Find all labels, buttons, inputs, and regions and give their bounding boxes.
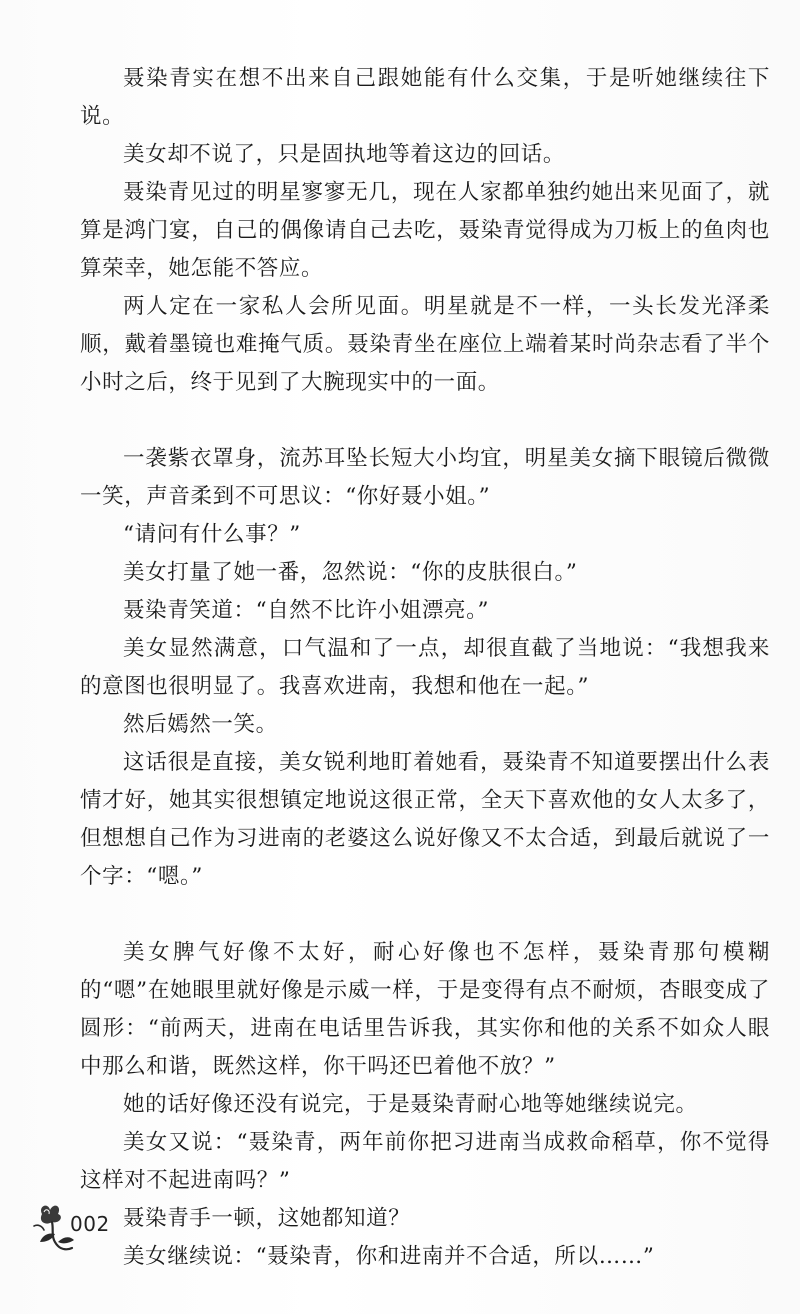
paragraph: 美女又说：“聂染青，两年前你把习进南当成救命稻草，你不觉得这样对不起进南吗？” — [80, 1130, 770, 1193]
paragraph: 她的话好像还没有说完，于是聂染青耐心地等她继续说完。 — [123, 1092, 698, 1117]
paragraph: 这话很是直接，美女锐利地盯着她看，聂染青不知道要摆出什么表情才好，她其实很想镇定地说这很正常，全天下喜欢他的女人太多了，但想想自己作为习进南的老婆这么说好像又不太合适，到最后就说了一个字：“嗯。” — [80, 750, 770, 889]
paragraph: 聂染青手一顿，这她都知道？ — [123, 1206, 411, 1231]
paragraph: 一袭紫衣罩身，流苏耳坠长短大小均宜，明星美女摘下眼镜后微微一笑，声音柔到不可思议：“你好聂小姐。” — [80, 446, 770, 509]
paragraph: 聂染青笑道：“自然不比许小姐漂亮。” — [123, 598, 490, 623]
paragraph: 美女继续说：“聂染青，你和进南并不合适，所以……” — [123, 1244, 655, 1269]
page-number: 002 — [70, 1212, 110, 1236]
paragraph: 聂染青实在想不出来自己跟她能有什么交集，于是听她继续往下说。 — [80, 66, 770, 129]
paragraph: 然后嫣然一笑。 — [123, 712, 278, 737]
paragraph: 聂染青见过的明星寥寥无几，现在人家都单独约她出来见面了，就算是鸿门宴，自己的偶像请自己去吃，聂染青觉得成为刀板上的鱼肉也算荣幸，她怎能不答应。 — [80, 180, 770, 281]
body-text — [80, 60, 770, 1276]
page-footer — [28, 1196, 110, 1256]
paragraph: “请问有什么事？” — [123, 522, 301, 547]
paragraph: 美女打量了她一番，忽然说：“你的皮肤很白。” — [123, 560, 578, 585]
section-break — [80, 402, 770, 440]
paragraph: 美女脾气好像不太好，耐心好像也不怎样，聂染青那句模糊的“嗯”在她眼里就好像是示威一样，于是变得有点不耐烦，杏眼变成了圆形：“前两天，进南在电话里告诉我，其实你和他的关系不如众人眼中那么和谐，既然这样，你干吗还巴着他不放？” — [80, 940, 770, 1079]
paragraph: 美女却不说了，只是固执地等着这边的回话。 — [123, 142, 566, 167]
section-break — [80, 896, 770, 934]
paragraph: 美女显然满意，口气温和了一点，却很直截了当地说：“我想我来的意图也很明显了。我喜欢进南，我想和他在一起。” — [80, 636, 770, 699]
paragraph: 两人定在一家私人会所见面。明星就是不一样，一头长发光泽柔顺，戴着墨镜也难掩气质。聂染青坐在座位上端着某时尚杂志看了半个小时之后，终于见到了大腕现实中的一面。 — [80, 294, 770, 395]
